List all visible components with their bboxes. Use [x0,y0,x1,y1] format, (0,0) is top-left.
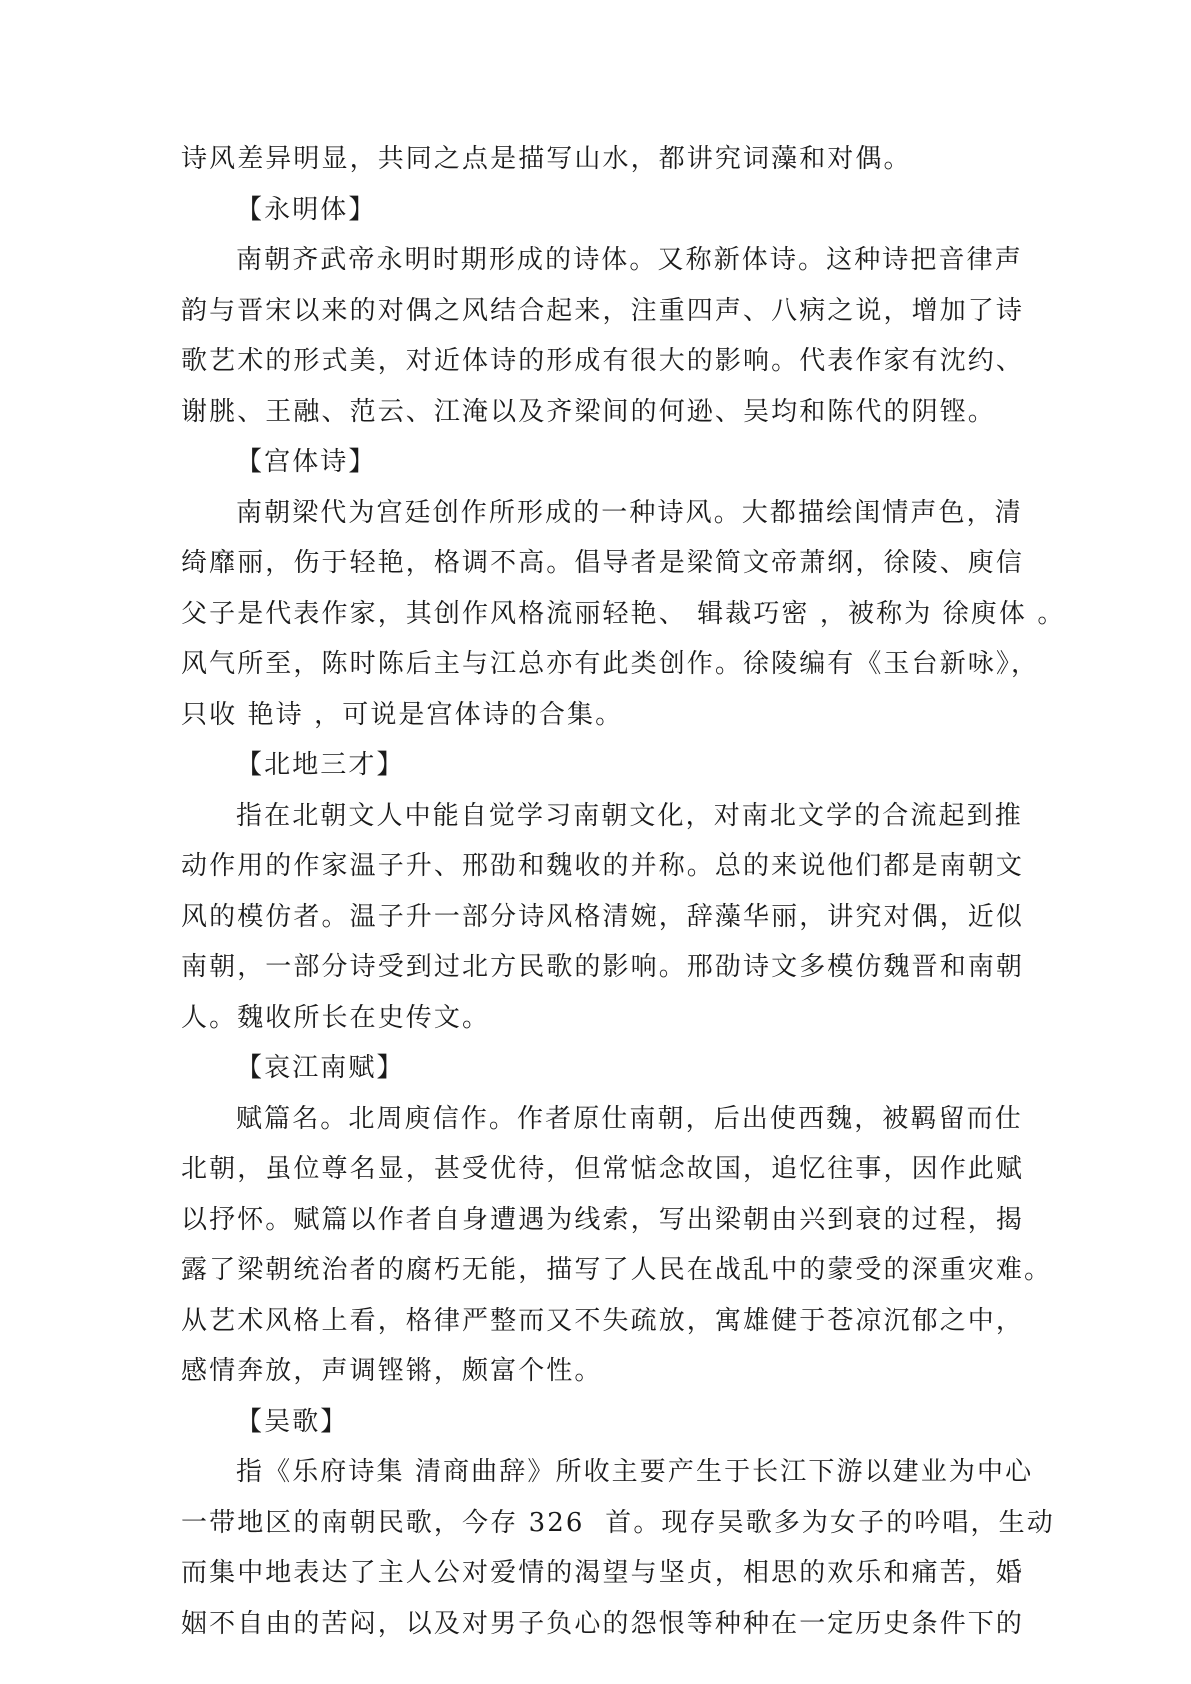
text-line: 只收 艳诗 ，可说是宫体诗的合集。 [181,699,624,730]
text-line: 南朝齐武帝永明时期形成的诗体。又称新体诗。这种诗把音律声 [236,245,1023,275]
text-line: 动作用的作家温子升、邢劭和魏收的并称。总的来说他们都是南朝文 [181,851,1025,881]
section-heading: 【宫体诗】 [236,447,377,477]
text-line: 南朝，一部分诗受到过北方民歌的影响。邢劭诗文多模仿魏晋和南朝 [181,952,1025,982]
text-line: 父子是代表作家，其创作风格流丽轻艳、 辑裁巧密 ，被称为 徐庾体 。 [181,598,1066,629]
text-line: 从艺术风格上看，格律严整而又不失疏放，寓雄健于苍凉沉郁之中， [181,1305,1025,1336]
text-line: 而集中地表达了主人公对爱情的渴望与坚贞，相思的欢乐和痛苦，婚 [181,1558,1025,1588]
text-line: 风的模仿者。温子升一部分诗风格清婉，辞藻华丽，讲究对偶，近似 [181,901,1025,932]
text-line: 指《乐府诗集 清商曲辞》所收主要产生于长江下游以建业为中心 [236,1457,1034,1487]
text-line: 赋篇名。北周庾信作。作者原仕南朝，后出使西魏，被羁留而仕 [236,1103,1023,1134]
section-heading: 【哀江南赋】 [236,1053,405,1083]
text-line: 感情奔放，声调铿锵，颇富个性。 [181,1356,603,1386]
section-heading: 【吴歌】 [236,1406,349,1437]
text-line: 谢朓、王融、范云、江淹以及齐梁间的何逊、吴均和陈代的阴铿。 [181,396,996,427]
text-line: 风气所至，陈时陈后主与江总亦有此类创作。徐陵编有《玉台新咏》， [181,649,1040,679]
text-line: 北朝，虽位尊名显，甚受优待，但常惦念故国，追忆往事，因作此赋 [181,1154,1025,1184]
text-line: 诗风差异明显，共同之点是描写山水，都讲究词藻和对偶。 [181,144,912,174]
text-line: 以抒怀。赋篇以作者自身遭遇为线索，写出梁朝由兴到衰的过程，揭 [181,1204,1025,1235]
text-line: 一带地区的南朝民歌，今存 326 首。现存吴歌多为女子的吟唱，生动 [181,1507,1055,1538]
text-line: 南朝梁代为宫廷创作所形成的一种诗风。大都描绘闺情声色，清 [236,497,1023,528]
text-line: 绮靡丽，伤于轻艳，格调不高。倡导者是梁简文帝萧纲，徐陵、庾信 [181,548,1025,578]
text-line: 歌艺术的形式美，对近体诗的形成有很大的影响。代表作家有沈约、 [181,346,1025,376]
text-line: 露了梁朝统治者的腐朽无能，描写了人民在战乱中的蒙受的深重灾难。 [181,1255,1053,1285]
text-line: 指在北朝文人中能自觉学习南朝文化，对南北文学的合流起到推 [236,800,1023,831]
text-line: 韵与晋宋以来的对偶之风结合起来，注重四声、八病之说，增加了诗 [181,295,1025,326]
section-heading: 【北地三才】 [236,750,405,780]
text-line: 人。魏收所长在史传文。 [181,1002,491,1033]
body-text [181,134,1066,1649]
section-heading: 【永明体】 [236,194,377,225]
text-line: 姻不自由的苦闷，以及对男子负心的怨恨等种种在一定历史条件下的 [181,1608,1025,1639]
